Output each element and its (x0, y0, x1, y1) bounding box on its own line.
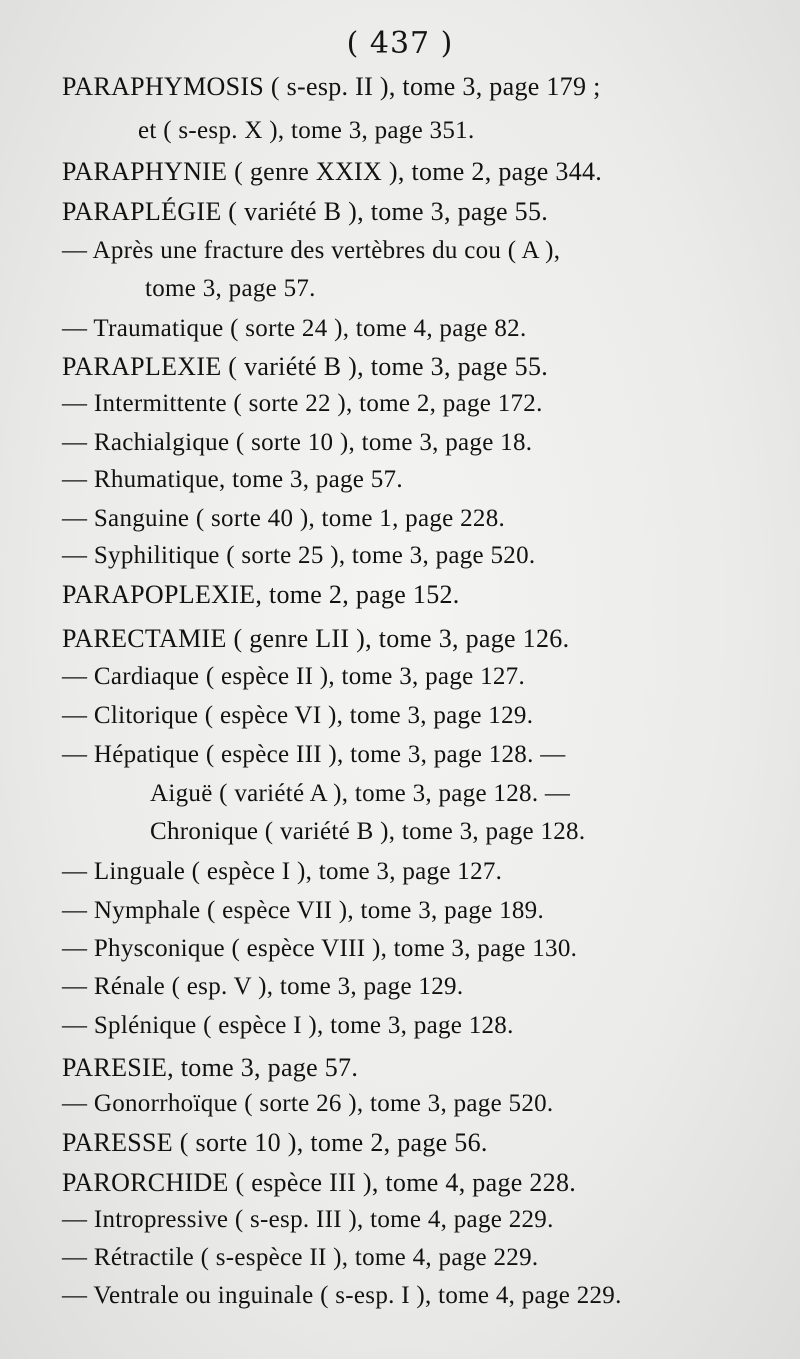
index-line: — Hépatique ( espèce III ), tome 3, page 128. — (62, 741, 566, 768)
index-line: — Splénique ( espèce I ), tome 3, page 128. (62, 1012, 514, 1039)
index-line: PARAPOPLEXIE, tome 2, page 152. (62, 580, 460, 609)
index-line: — Ventrale ou inguinale ( s-esp. I ), tome 4, page 229. (62, 1282, 622, 1309)
index-line: PARESSE ( sorte 10 ), tome 2, page 56. (62, 1128, 488, 1157)
index-line: PARAPHYMOSIS ( s-esp. II ), tome 3, page 179 ; (62, 72, 601, 101)
index-line: PARAPHYNIE ( genre XXIX ), tome 2, page 344. (62, 157, 603, 186)
index-line: — Cardiaque ( espèce II ), tome 3, page 127. (62, 663, 526, 690)
index-line: — Traumatique ( sorte 24 ), tome 4, page 82. (62, 315, 527, 342)
page-number: ( 437 ) (346, 26, 454, 61)
index-line: — Nymphale ( espèce VII ), tome 3, page 189. (62, 897, 545, 924)
index-line: PARESIE, tome 3, page 57. (62, 1053, 359, 1082)
index-line: — Linguale ( espèce I ), tome 3, page 127. (62, 858, 503, 885)
index-line: — Après une fracture des vertèbres du cou ( A ), (62, 237, 561, 264)
index-line: PARAPLEXIE ( variété B ), tome 3, page 55. (62, 352, 549, 381)
index-line: — Physconique ( espèce VIII ), tome 3, page 130. (62, 935, 578, 962)
index-line: et ( s-esp. X ), tome 3, page 351. (138, 117, 475, 144)
index-line: — Rénale ( esp. V ), tome 3, page 129. (62, 973, 464, 1000)
index-line: — Sanguine ( sorte 40 ), tome 1, page 228. (62, 505, 506, 532)
index-line: — Intermittente ( sorte 22 ), tome 2, page 172. (62, 390, 543, 417)
index-line: — Rachialgique ( sorte 10 ), tome 3, page 18. (62, 429, 533, 456)
index-line: Chronique ( variété B ), tome 3, page 128. (150, 818, 586, 845)
index-line: — Clitorique ( espèce VI ), tome 3, page 129. (62, 702, 534, 729)
index-line: tome 3, page 57. (145, 275, 316, 302)
index-line: Aiguë ( variété A ), tome 3, page 128. — (150, 780, 571, 807)
index-line: PARAPLÉGIE ( variété B ), tome 3, page 55. (62, 197, 549, 226)
index-line: PARECTAMIE ( genre LII ), tome 3, page 126. (62, 624, 570, 653)
index-line: — Intropressive ( s-esp. III ), tome 4, page 229. (62, 1206, 554, 1233)
index-line: — Gonorrhoïque ( sorte 26 ), tome 3, page 520. (62, 1090, 554, 1117)
index-line: PARORCHIDE ( espèce III ), tome 4, page 228. (62, 1168, 577, 1197)
index-line: — Syphilitique ( sorte 25 ), tome 3, page 520. (62, 542, 536, 569)
index-line: — Rétractile ( s-espèce II ), tome 4, page 229. (62, 1244, 539, 1271)
index-line: — Rhumatique, tome 3, page 57. (62, 466, 403, 493)
